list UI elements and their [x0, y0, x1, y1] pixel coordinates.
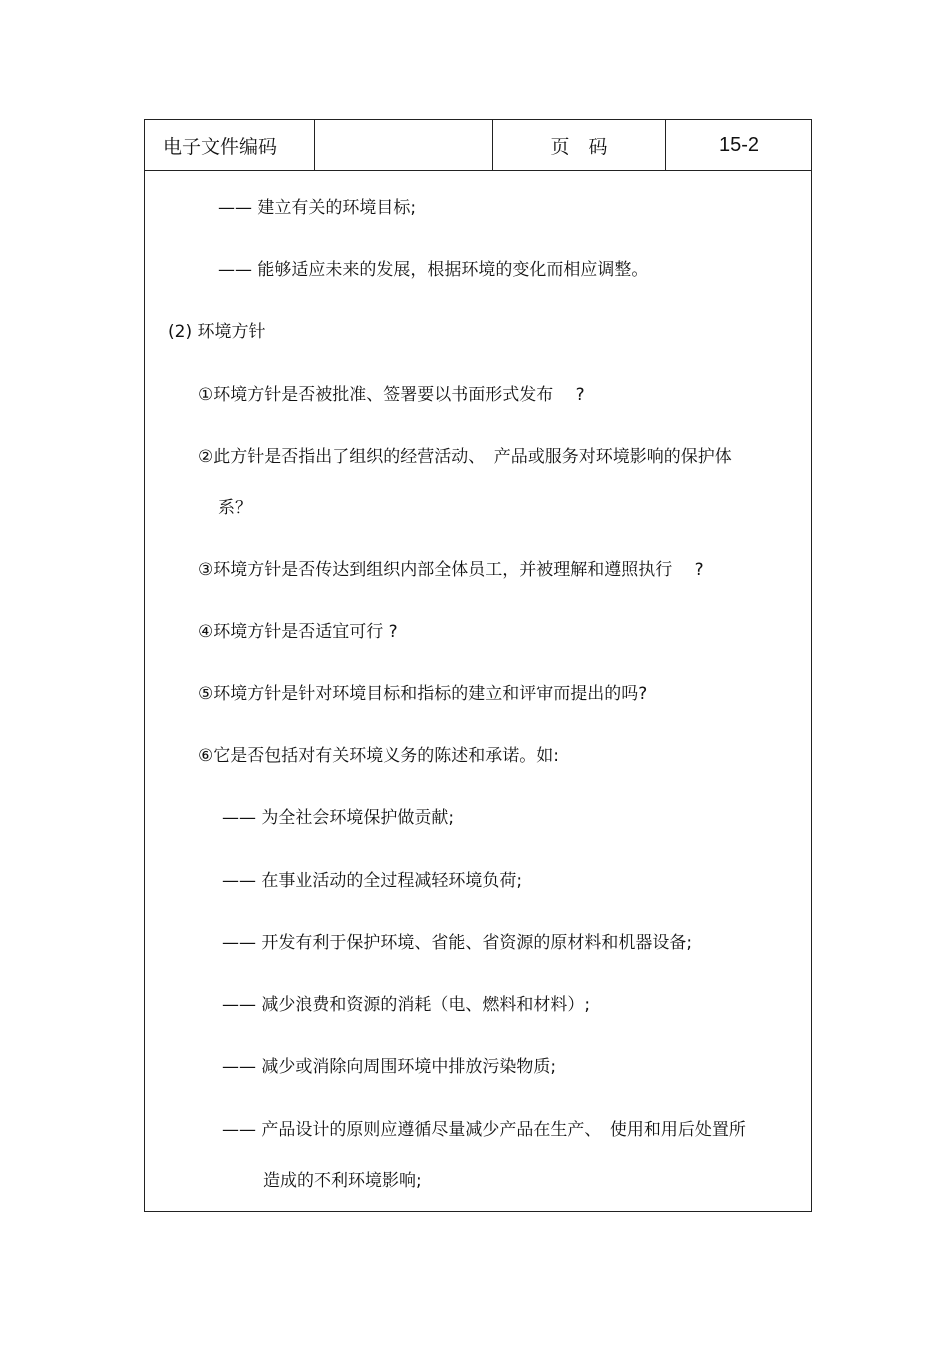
page-number: 15-2 [718, 133, 760, 156]
text-line: 系？ [218, 498, 252, 518]
text-line: 造成的不利环境影响; [263, 1171, 422, 1191]
doc-code-value [315, 120, 493, 170]
doc-code-label: 电子文件编码 [145, 120, 315, 170]
text-line: —— 产品设计的原则应遵循尽量减少产品在生产、 使用和用后处置所 [222, 1120, 746, 1140]
document-frame [144, 119, 812, 1212]
text-line: —— 减少或消除向周围环境中排放污染物质; [222, 1057, 557, 1077]
text-line: ①环境方针是否被批准、签署要以书面形式发布 ? [198, 385, 585, 405]
text-line: ⑥它是否包括对有关环境义务的陈述和承诺。如: [198, 746, 559, 766]
text-line: ④环境方针是否适宜可行 ? [198, 622, 398, 642]
header-row [145, 120, 811, 171]
section-heading: (2) 环境方针 [168, 322, 266, 342]
text-line: ⑤环境方针是针对环境目标和指标的建立和评审而提出的吗? [198, 684, 648, 704]
text-line: —— 能够适应未来的发展，根据环境的变化而相应调整。 [218, 260, 649, 280]
text-line: —— 为全社会环境保护做贡献; [222, 808, 455, 828]
text-line: —— 建立有关的环境目标; [218, 198, 417, 218]
text-line: —— 在事业活动的全过程减轻环境负荷; [222, 871, 523, 891]
text-line: —— 开发有利于保护环境、省能、省资源的原材料和机器设备; [222, 933, 693, 953]
text-line: ②此方针是否指出了组织的经营活动、 产品或服务对环境影响的保护体 [198, 447, 732, 467]
text-line: ③环境方针是否传达到组织内部全体员工，并被理解和遵照执行 ? [198, 560, 704, 580]
text-line: —— 减少浪费和资源的消耗（电、燃料和材料）; [222, 995, 591, 1015]
page-label: 页 码 [493, 120, 666, 170]
